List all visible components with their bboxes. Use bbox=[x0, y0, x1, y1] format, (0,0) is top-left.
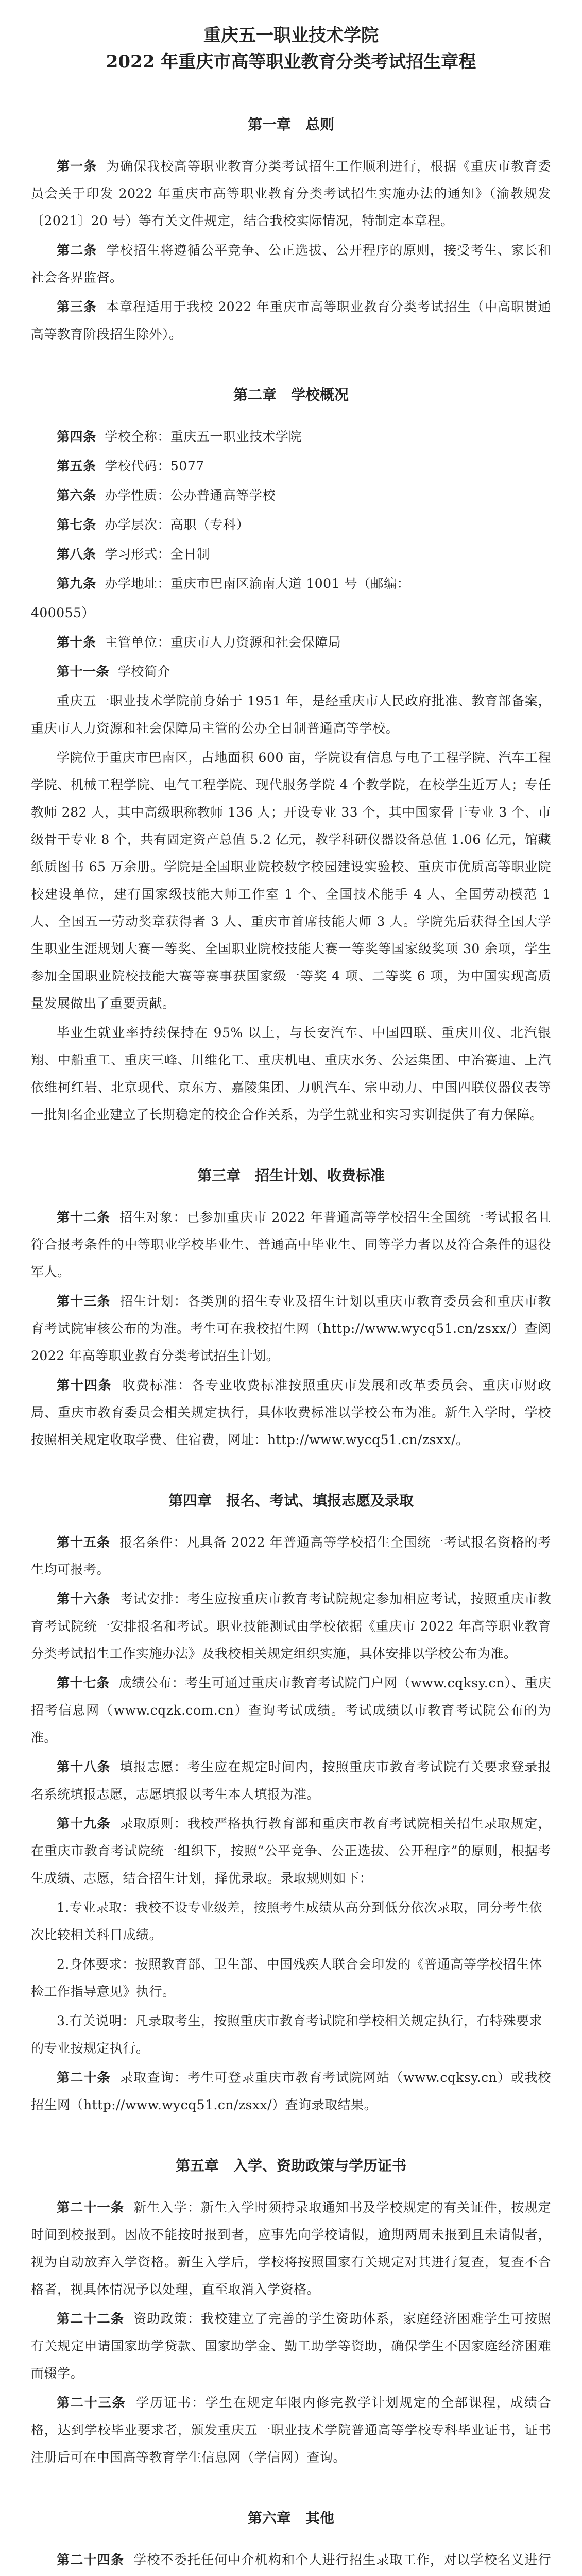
article-1 bbox=[31, 152, 551, 234]
article-23 bbox=[31, 2389, 551, 2471]
article-9 bbox=[31, 570, 551, 597]
article-label: 第六条 bbox=[57, 488, 96, 503]
article-label: 第一条 bbox=[57, 159, 97, 174]
article-label: 第十五条 bbox=[57, 1535, 111, 1550]
article-label: 第七条 bbox=[57, 517, 96, 532]
article-10 bbox=[31, 629, 551, 656]
article-label: 第四条 bbox=[57, 429, 96, 444]
chapter-2-heading: 第二章 学校概况 bbox=[233, 386, 349, 403]
article-text: 学历证书：学生在规定年限内修完教学计划规定的全部课程，成绩合格，达到学校毕业要求者，颁发重庆五一职业技术学院普通高等学校专科毕业证书，证书注册后可在中国高等教育学生信息网（学信网）查询。 bbox=[31, 2395, 551, 2465]
article-11 bbox=[31, 658, 551, 685]
chapter-1-heading: 第一章 总则 bbox=[247, 116, 334, 133]
article-text: 资助政策：我校建立了完善的学生资助体系，家庭经济困难学生可按照有关规定申请国家助学贷款、国家助学金、勤工助学等资助，确保学生不因家庭经济困难而辍学。 bbox=[31, 2311, 551, 2381]
article-21 bbox=[31, 2194, 551, 2303]
article-text: 学校代码：5077 bbox=[105, 459, 204, 473]
article-text: 报名条件：凡具备 2022 年普通高等学校招生全国统一考试报名资格的考生均可报考。 bbox=[31, 1535, 551, 1577]
article-text: 为确保我校高等职业教育分类考试招生工作顺利进行，根据《重庆市教育委员会关于印发 2022 年重庆市高等职业教育分类考试招生实施办法的通知》（渝教规发〔2021〕20 号）等有关文件规定，结合我校实际情况，特制定本章程。 bbox=[31, 159, 551, 228]
article-label: 第十九条 bbox=[57, 1816, 111, 1831]
article-label: 第二条 bbox=[57, 243, 97, 258]
article-text: 学校简介 bbox=[117, 664, 170, 679]
article-18 bbox=[31, 1753, 551, 1808]
article-label: 第十四条 bbox=[57, 1378, 112, 1393]
article-2 bbox=[31, 236, 551, 291]
intro-paragraph-3: 毕业生就业率持续保持在 95% 以上，与长安汽车、中国四联、重庆川仪、北汽银翔、中船重工、重庆三峰、川维化工、重庆机电、重庆水务、公运集团、中冶赛迪、上汽依维柯红岩、北京现代、京东方、嘉陵集团、力帆汽车、宗申动力、中国四联仪器仪表等一批知名企业建立了长期稳定的校企合作关系，为学生就业和实习实训提供了有力保障。 bbox=[31, 1025, 551, 1122]
article-label: 第九条 bbox=[57, 576, 96, 591]
intro-paragraph-2: 学院位于重庆市巴南区，占地面积 600 亩，学院设有信息与电子工程学院、汽车工程学院、机械工程学院、电气工程学院、现代服务学院 4 个教学院，在校学生近万人；专任教师 282 人，其中高级职称教师 136 人；开设专业 33 个，其中国家骨干专业 3 个、市级骨干专业 8 个，共有固定资产总值 5.2 亿元，教学科研仪器设备总值 1.06 亿元，馆藏纸质图书 65 万余册。学院是全国职业院校数字校园建设实验校、重庆市优质高等职业院校建设单位，建有国家级技能大师工作室 1 个、全国技术能手 4 人、全国劳动模范 1 人、全国五一劳动奖章获得者 3 人、重庆市首席技能大师 3 人。学院先后获得全国大学生职业生涯规划大赛一等奖、全国职业院校技能大赛一等奖等国家级奖项 30 余项，学生参加全国职业院校技能大赛等赛事获国家级一等奖 4 项、二等奖 6 项，为中国实现高质量发展做出了重要贡献。 bbox=[31, 750, 551, 1011]
article-13 bbox=[31, 1287, 551, 1369]
rule-item-2: 2.身体要求：按照教育部、卫生部、中国残疾人联合会印发的《普通高等学校招生体检工作指导意见》执行。 bbox=[31, 1957, 542, 1999]
article-7 bbox=[31, 511, 551, 538]
article-text: 录取原则：我校严格执行教育部和重庆市教育考试院相关招生录取规定，在重庆市教育考试院统一组织下，按照“公平竞争、公正选拔、公开程序”的原则，根据考生成绩、志愿，结合招生计划，择优录取。录取规则如下： bbox=[31, 1816, 551, 1886]
article-label: 第二十三条 bbox=[57, 2395, 126, 2410]
article-label: 第十八条 bbox=[57, 1759, 111, 1774]
article-text: 成绩公布：考生可通过重庆市教育考试院门户网（www.cqksy.cn）、重庆招考信息网（www.cqzk.com.cn）查询考试成绩。考试成绩以市教育考试院公布的为准。 bbox=[31, 1675, 551, 1745]
rule-item-1: 1.专业录取：我校不设专业级差，按照考生成绩从高分到低分依次录取，同分考生依次比较相关科目成绩。 bbox=[31, 1900, 542, 1942]
article-text: 考试安排：考生应按重庆市教育考试院规定参加相应考试，按照重庆市教育考试院统一安排报名和考试。职业技能测试由学校依据《重庆市 2022 年高等职业教育分类考试招生工作实施办法》及我校相关规定组织实施，具体安排以学校公布为准。 bbox=[31, 1591, 551, 1661]
title-line-2: 2022 年重庆市高等职业教育分类考试招生章程 bbox=[106, 52, 476, 72]
article-9-continued: 400055） bbox=[31, 605, 95, 620]
article-16 bbox=[31, 1585, 551, 1667]
article-6 bbox=[31, 482, 551, 509]
article-text: 本章程适用于我校 2022 年重庆市高等职业教育分类考试招生（中高职贯通高等教育阶段招生除外）。 bbox=[31, 299, 551, 342]
article-text: 学校不委托任何中介机构和个人进行招生录取工作，对以学校名义进行 bbox=[133, 2552, 551, 2567]
article-label: 第二十条 bbox=[57, 2070, 111, 2085]
chapter-5-heading: 第五章 入学、资助政策与学历证书 bbox=[175, 2157, 406, 2174]
rule-item-3: 3.有关说明：凡录取考生，按照重庆市教育考试院和学校相关规定执行，有特殊要求的专业按规定执行。 bbox=[31, 2013, 542, 2056]
article-text: 招生计划：各类别的招生专业及招生计划以重庆市教育委员会和重庆市教育考试院审核公布的为准。考生可在我校招生网（http://www.wycq51.cn/zsxx/）查阅 2022 年高等职业教育分类考试招生计划。 bbox=[31, 1294, 551, 1363]
article-text: 新生入学：新生入学时须持录取通知书及学校规定的有关证件，按规定时间到校报到。因故不能按时报到者，应事先向学校请假，逾期两周未报到且未请假者，视为自动放弃入学资格。新生入学后，学校将按照国家有关规定对其进行复查，复查不合格者，视具体情况予以处理，直至取消入学资格。 bbox=[31, 2200, 551, 2297]
intro-paragraph-1: 重庆五一职业技术学院前身始于 1951 年，是经重庆市人民政府批准、教育部备案，重庆市人力资源和社会保障局主管的公办全日制普通高等学校。 bbox=[31, 693, 551, 736]
article-label: 第十七条 bbox=[57, 1675, 110, 1690]
article-20 bbox=[31, 2064, 551, 2119]
article-text: 办学地址：重庆市巴南区渝南大道 1001 号（邮编： bbox=[105, 576, 410, 591]
article-label: 第三条 bbox=[57, 299, 97, 314]
article-label: 第二十二条 bbox=[57, 2311, 124, 2326]
article-22 bbox=[31, 2305, 551, 2387]
article-label: 第二十一条 bbox=[57, 2200, 124, 2215]
article-label: 第十三条 bbox=[57, 1294, 111, 1309]
article-15 bbox=[31, 1529, 551, 1583]
chapter-3-heading: 第三章 招生计划、收费标准 bbox=[197, 1167, 385, 1184]
article-label: 第五条 bbox=[57, 459, 96, 473]
article-label: 第十六条 bbox=[57, 1591, 111, 1606]
article-label: 第十一条 bbox=[57, 664, 110, 679]
article-3 bbox=[31, 293, 551, 348]
article-text: 收费标准：各专业收费标准按照重庆市发展和改革委员会、重庆市财政局、重庆市教育委员会相关规定执行，具体收费标准以学校公布为准。新生入学时，学校按照相关规定收取学费、住宿费，网址：http://www.wycq51.cn/zsxx/。 bbox=[31, 1378, 551, 1447]
article-8 bbox=[31, 540, 551, 568]
chapter-4-heading: 第四章 报名、考试、填报志愿及录取 bbox=[168, 1492, 414, 1509]
article-text: 办学层次：高职（专科） bbox=[105, 517, 249, 532]
article-14 bbox=[31, 1371, 551, 1453]
article-4 bbox=[31, 423, 551, 450]
article-text: 录取查询：考生可登录重庆市教育考试院网站（www.cqksy.cn）或我校招生网（http://www.wycq51.cn/zsxx/）查询录取结果。 bbox=[31, 2070, 551, 2112]
article-label: 第八条 bbox=[57, 547, 96, 562]
article-label: 第十二条 bbox=[57, 1210, 111, 1225]
article-text: 办学性质：公办普通高等学校 bbox=[105, 488, 276, 503]
article-12 bbox=[31, 1204, 551, 1285]
article-text: 主管单位：重庆市人力资源和社会保障局 bbox=[105, 635, 341, 650]
article-label: 第二十四条 bbox=[57, 2552, 124, 2567]
article-17 bbox=[31, 1669, 551, 1751]
article-5 bbox=[31, 452, 551, 480]
article-19 bbox=[31, 1810, 551, 1892]
article-text: 学校招生将遵循公平竞争、公正选拔、公开程序的原则，接受考生、家长和社会各界监督。 bbox=[31, 243, 551, 285]
article-text: 学习形式：全日制 bbox=[105, 547, 210, 562]
chapter-6-heading: 第六章 其他 bbox=[247, 2510, 334, 2527]
article-text: 招生对象：已参加重庆市 2022 年普通高等学校招生全国统一考试报名且符合报考条件的中等职业学校毕业生、普通高中毕业生、同等学力者以及符合条件的退役军人。 bbox=[31, 1210, 551, 1279]
article-label: 第十条 bbox=[57, 635, 96, 650]
article-text: 填报志愿：考生应在规定时间内，按照重庆市教育考试院有关要求登录报名系统填报志愿，志愿填报以考生本人填报为准。 bbox=[31, 1759, 551, 1802]
article-24 bbox=[31, 2546, 551, 2576]
document-title bbox=[31, 23, 551, 75]
article-text: 学校全称：重庆五一职业技术学院 bbox=[105, 429, 302, 444]
title-line-1: 重庆五一职业技术学院 bbox=[203, 25, 379, 46]
